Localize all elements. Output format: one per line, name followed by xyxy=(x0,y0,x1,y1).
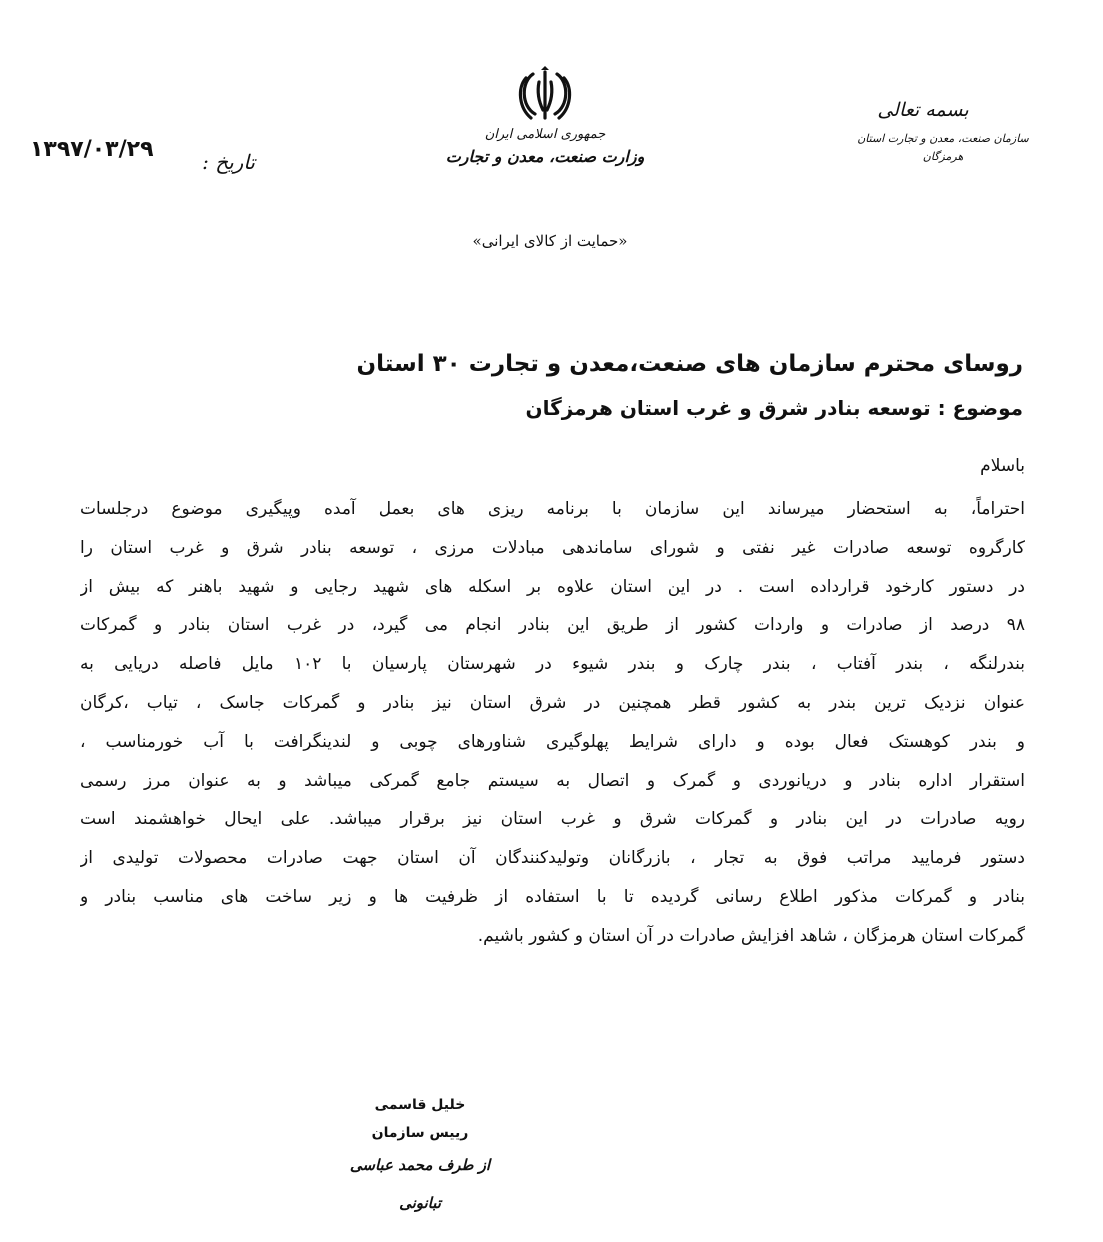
slogan: «حمایت از کالای ایرانی» xyxy=(472,232,628,250)
letter-subject: موضوع : توسعه بنادر شرق و غرب استان هرمزگان xyxy=(525,396,1023,420)
body-line: رویه صادرات در این بنادر و گمرکات شرق و غرب استان نیز برقرار میباشد. علی ایحال خواهشمند است xyxy=(80,809,1025,830)
ministry-name: وزارت صنعت، معدن و تجارت xyxy=(445,147,645,166)
letterhead-ministry xyxy=(440,126,650,170)
body-line: ۹۸ درصد از صادرات و واردات کشور از طریق این بنادر انجام می گیرد، در غرب استان بنادر و گمرکات xyxy=(80,615,1025,636)
letter-body xyxy=(80,490,1025,956)
organization-name: سازمان صنعت، معدن و تجارت استان هرمزگان xyxy=(857,132,1029,163)
bismillah-text: بسمه تعالی xyxy=(877,99,969,121)
signature-block xyxy=(330,1090,510,1222)
body-line: احتراماً، به استحضار میرساند این سازمان با برنامه ریزی های بعمل آمده وپیگیری موضوع درجلسات xyxy=(80,499,1025,519)
body-line: گمرکات استان هرمزگان ، شاهد افزایش صادرات در آن استان و کشور باشیم. xyxy=(477,925,1025,946)
body-line: عنوان نزدیک ترین بندر به کشور قطر همچنین در شرق استان نیز بنادر و گمرکات جاسک ، تیاب ،کرگان xyxy=(80,692,1025,713)
date-label: تاریخ : xyxy=(202,150,255,174)
iran-emblem-icon xyxy=(515,66,575,124)
on-behalf-signature: از طرف محمد عباسی تبانونی xyxy=(349,1156,491,1212)
body-line: استقرار اداره بنادر و دریانوردی و گمرک و اتصال به سیستم جامع گمرکی میباشد و به عنوان مرز رسمی xyxy=(80,770,1025,791)
date-value: ۱۳۹۷/۰۳/۲۹ xyxy=(30,137,154,162)
body-line: بنادر و گمرکات مذکور اطلاع رسانی گردیده تا با استفاده از ظرفیت ها و زیر ساخت های مناسب بنادر و xyxy=(80,886,1025,907)
letterhead-organization xyxy=(843,98,1043,166)
republic-name: جمهوری اسلامی ایران xyxy=(484,127,606,142)
body-line: در دستور کارخود قرارداده است . در این استان علاوه بر اسکله های شهید رجایی و شهید باهنر که بیش از xyxy=(80,576,1025,597)
letter-greeting: باسلام xyxy=(980,456,1025,476)
signatory-name: خلیل قاسمی xyxy=(374,1097,466,1113)
body-line: کارگروه توسعه صادرات غیر نفتی و شورای ساماندهی مبادلات مرزی ، توسعه بنادر شرق و غرب استان را xyxy=(80,537,1025,558)
body-line: بندرلنگه ، بندر آفتاب ، بندر چارک و بندر شیوء در شهرستان پارسیان با ۱۰۲ مایل فاصله دریایی به xyxy=(80,654,1025,675)
body-line: و بندر کوهستک فعال بوده و دارای شرایط پهلوگیری شناورهای چوبی و لندینگرافت با آب خورمناسب ، xyxy=(80,731,1025,752)
letter-addressee: روسای محترم سازمان های صنعت،معدن و تجارت ۳۰ استان xyxy=(356,351,1023,377)
signatory-title: رییس سازمان xyxy=(371,1125,469,1141)
body-line: دستور فرمایید مراتب فوق به تجار ، بازرگانان وتولیدکنندگان آن استان جهت صادرات محصولات تولیدی از xyxy=(80,848,1025,869)
